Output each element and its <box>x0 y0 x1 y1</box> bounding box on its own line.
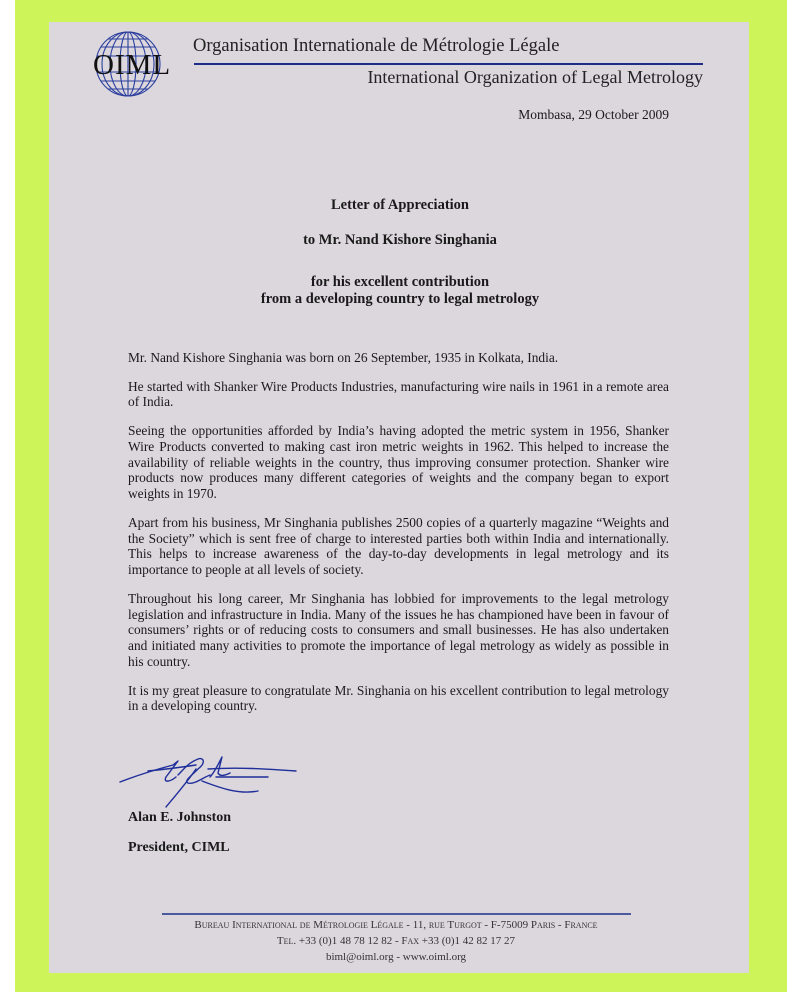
header-rule <box>194 63 703 65</box>
footer-rule <box>162 913 631 915</box>
body-paragraph: Seeing the opportunities afforded by India’s having adopted the metric system in 1956, Shanker Wire Products converted to making cast iron metric weights in 1962. This helped to increase the availability of reliable weights in the country, thus improving consumer protection. Shanker wire products now produces many different categories of weights and the company began to export weights in 1970. <box>128 422 669 502</box>
body-paragraph: Throughout his long career, Mr Singhania has lobbied for improvements to the legal metrology legislation and infrastructure in India. Many of the issues he has championed have been in favour of consumers’ rights or of reducing costs to consumers and small businesses. He has also undertaken and initiated many activities to promote the importance of legal metrology as widely as possible in his country. <box>128 590 669 669</box>
recipient-line: to Mr. Nand Kishore Singhania <box>303 232 497 248</box>
body-paragraph: It is my great pleasure to congratulate Mr. Singhania on his excellent contribution to legal metrology in a developing country. <box>128 682 669 714</box>
footer-phone-fax: Tel. +33 (0)1 48 78 12 82 - Fax +33 (0)1 42 82 17 27 <box>276 935 516 947</box>
reason-line-1: for his excellent contribution <box>310 274 490 290</box>
date-line: Mombasa, 29 October 2009 <box>518 107 669 122</box>
signatory-title: President, CIML <box>128 840 230 855</box>
signatory-name: Alan E. Johnston <box>128 810 232 825</box>
logo-text: OIML <box>93 49 172 81</box>
footer-address: Bureau International de Métrologie Légale - 11, rue Turgot - F-75009 Paris - France <box>194 919 598 931</box>
body-paragraph: Mr. Nand Kishore Singhania was born on 26 September, 1935 in Kolkata, India. <box>128 350 559 365</box>
org-name-french: Organisation Internationale de Métrologie Légale <box>193 36 560 56</box>
body-paragraph: He started with Shanker Wire Products Industries, manufacturing wire nails in 1961 in a remote area of India. <box>128 378 669 410</box>
body-paragraph: Apart from his business, Mr Singhania publishes 2500 copies of a quarterly magazine “Weights and the Society” which is sent free of charge to interested parties both within India and internationally. This helps to increase awareness of the day-to-day developments in legal metrology and its importance to people at all levels of society. <box>128 514 669 578</box>
reason-line-2: from a developing country to legal metrology <box>260 291 540 307</box>
handwritten-signature <box>118 755 303 815</box>
letter-title: Letter of Appreciation <box>331 197 469 213</box>
letter-body <box>128 350 669 727</box>
oiml-logo <box>93 29 172 99</box>
org-name-english: International Organization of Legal Metrology <box>367 67 703 87</box>
footer-contact: biml@oiml.org - www.oiml.org <box>325 951 467 963</box>
